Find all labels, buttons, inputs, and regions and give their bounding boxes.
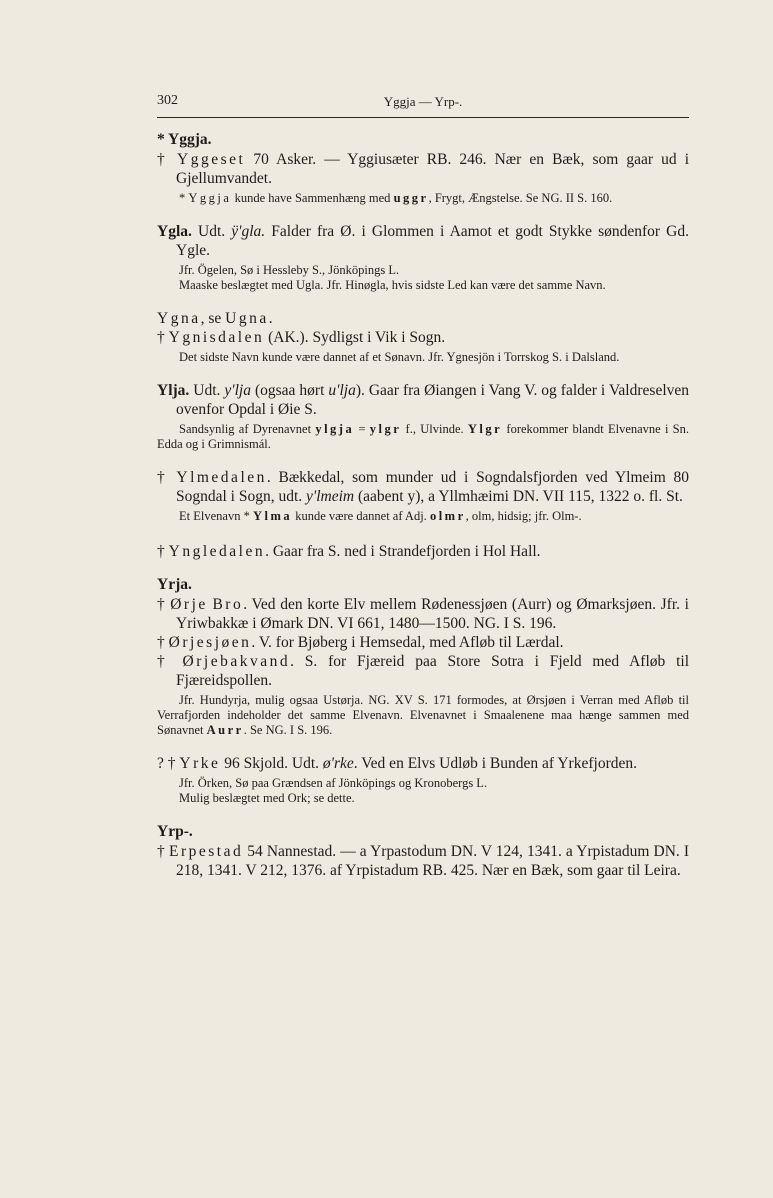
headword: Yngledalen <box>168 543 266 560</box>
entry-yggja <box>157 130 689 206</box>
headword: Yrke <box>179 755 221 772</box>
entry-line: ? † Yrke 96 Skjold. Udt. ø'rke. Ved en Elvs Udløb i Bunden af Yrkefjorden. <box>157 755 637 772</box>
headword: Yggeset <box>177 151 246 168</box>
page-number: 302 <box>157 93 178 108</box>
headword: Ylmedalen <box>176 469 267 486</box>
headword: Ørje <box>170 596 208 613</box>
entry-note: Jfr. Hundyrja, mulig ogsaa Ustørja. NG. XV S. 171 formodes, at Ørsjøen i Verran med Afløb til Verrafjorden indeholder det samme Elvenavn. Elvenavnet i Smaalenene maa hænge sammen med Sønavnet Aurr. Se NG. I S. 196. <box>157 693 689 737</box>
entry-note: Et Elvenavn * Ylma kunde være dannet af Adj. olmr, olm, hidsig; jfr. Olm-. <box>179 509 582 523</box>
entry-note: Sandsynlig af Dyrenavnet ylgja = ylgr f., Ulvinde. Ylgr forekommer blandt Elvenavne i Sn. Edda og i Grimnismál. <box>157 422 690 451</box>
headword: Ylja. <box>157 382 190 399</box>
entry-line: † Ørje Bro. Ved den korte Elv mellem Rødenessjøen (Aurr) og Ømarksjøen. Jfr. i Yriwbakkæ i Ømark DN. VI 661, 1480—1500. NG. I S. 196. <box>157 596 689 632</box>
entry-line: † Ylmedalen. Bækkedal, som munder ud i Sogndalsfjorden ved Ylmeim 80 Sogndal i Sogn, udt. y'lmeim (aabent y), a Yllmhæimi DN. VII 115, 1322 o. fl. St. <box>157 469 690 505</box>
page-header <box>157 93 689 115</box>
headword: Ygnisdalen <box>168 329 265 346</box>
entry-line: † Ørjebakvand. S. for Fjæreid paa Store Sotra i Fjeld med Afløb til Fjæreidspollen. <box>157 653 689 689</box>
entry-line: † Ørjesjøen. V. for Bjøberg i Hemsedal, med Afløb til Lærdal. <box>157 634 564 651</box>
entry-ygna <box>157 309 689 365</box>
entry-line: † Ygnisdalen (AK.). Sydligst i Vik i Sogn. <box>157 329 446 346</box>
entry-line: † Erpestad 54 Nannestad. — a Yrpastodum DN. V 124, 1341. a Yrpistadum DN. I 218, 1341. V 212, 1376. af Yrpistadum RB. 425. Nær en Bæk, som gaar til Leira. <box>157 843 690 879</box>
headword: Ygla. <box>157 223 192 240</box>
page-content <box>157 120 689 880</box>
entry-line: Ylja. Udt. y'lja (ogsaa hørt u'lja). Gaar fra Øiangen i Vang V. og falder i Valdreselven ovenfor Opdal i Øie S. <box>157 382 690 418</box>
pronunciation: y'lja <box>224 382 251 399</box>
headword: Ørjesjøen <box>168 634 252 651</box>
entry-line: Ygna, se Ugna. <box>157 310 273 327</box>
entry-note: Mulig beslægtet med Ork; se dette. <box>179 791 355 805</box>
headword: Ørjebakvand <box>182 653 291 670</box>
entry-note: Det sidste Navn kunde være dannet af et Sønavn. Jfr. Ygnesjön i Torrskog S. i Dalsland. <box>179 350 620 364</box>
entry-yngledalen <box>157 542 689 561</box>
section-heading: Yrp-. <box>157 823 193 840</box>
entry-note: Jfr. Ögelen, Sø i Hessleby S., Jönköpings L. <box>179 263 400 277</box>
entry-ygla <box>157 222 689 293</box>
entry-note: * Yggja kunde have Sammenhæng med uggr, Frygt, Ængstelse. Se NG. II S. 160. <box>179 191 613 205</box>
section-heading: Yrja. <box>157 576 192 593</box>
entry-note: Jfr. Örken, Sø paa Grændsen af Jönköpings og Kronobergs L. <box>179 776 488 790</box>
entry-line: † Yngledalen. Gaar fra S. ned i Strandefjorden i Hol Hall. <box>157 543 541 560</box>
section-heading: * Yggja. <box>157 131 212 148</box>
header-rule <box>157 117 689 118</box>
running-title: Yggja — Yrp-. <box>383 94 463 109</box>
entry-yrja <box>157 575 689 806</box>
pronunciation: ÿ'gla. <box>231 223 266 240</box>
entry-line: † Yggeset 70 Asker. — Yggiusæter RB. 246. Nær en Bæk, som gaar ud i Gjellumvandet. <box>157 151 689 187</box>
entry-note: Maaske beslægtet med Ugla. Jfr. Hinøgla, hvis sidste Led kan være det samme Navn. <box>179 278 606 292</box>
entry-ylja <box>157 381 689 524</box>
entry-line: Ygla. Udt. ÿ'gla. Falder fra Ø. i Glommen i Aamot et godt Stykke søndenfor Gd. Ygle. <box>157 223 689 259</box>
headword: Erpestad <box>169 843 244 860</box>
entry-yrp <box>157 822 689 880</box>
